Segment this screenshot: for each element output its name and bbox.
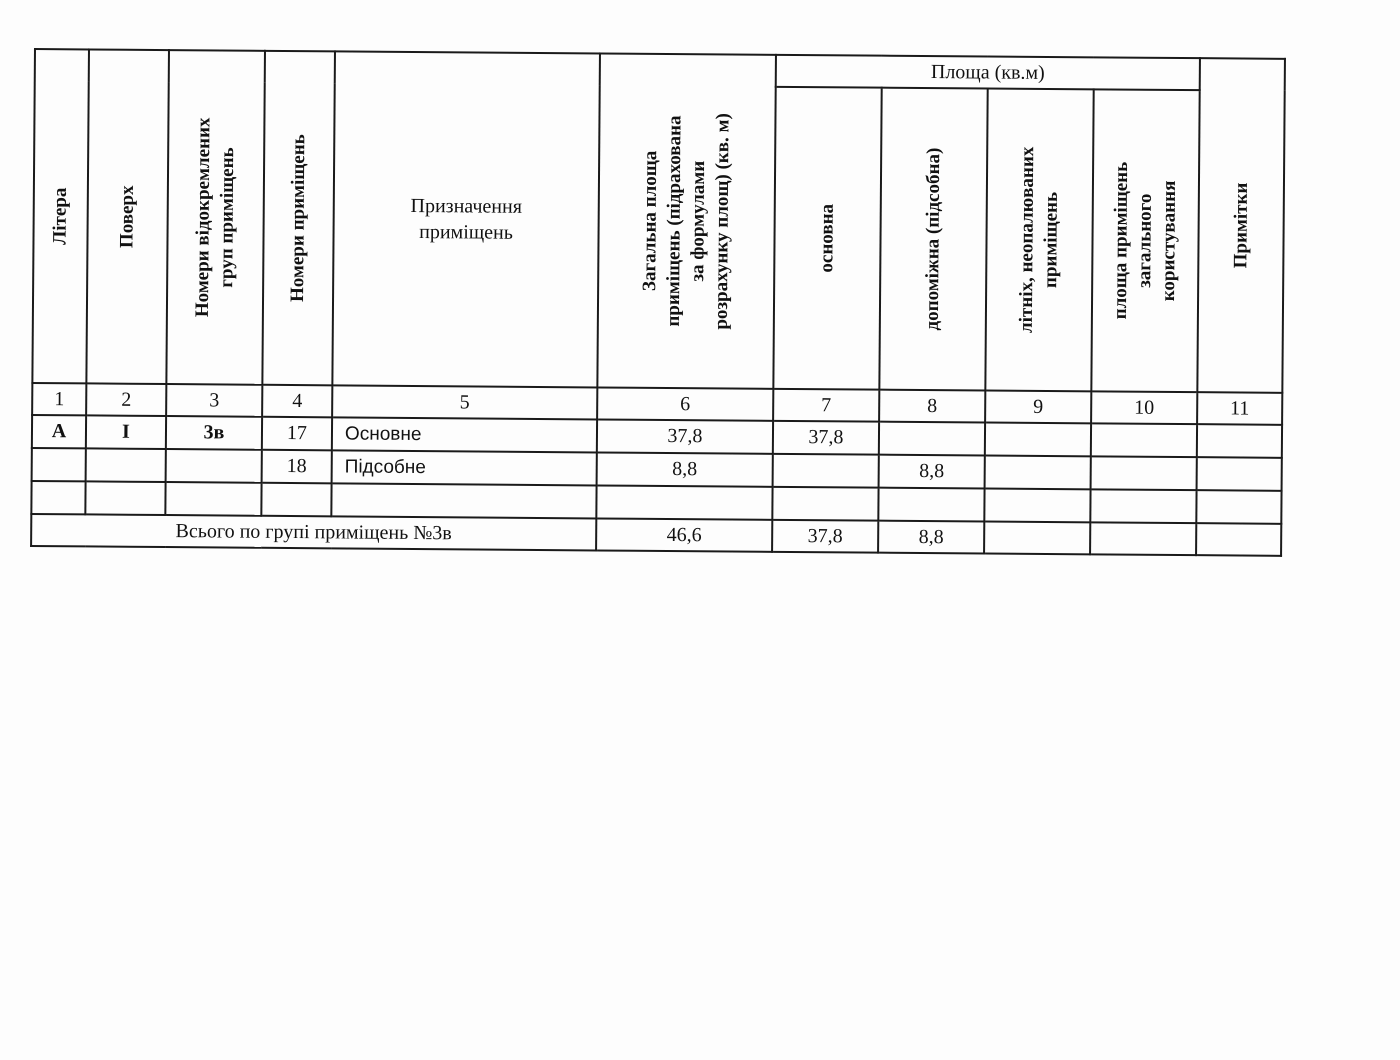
totals-main: 37,8 [772,520,878,553]
empty-cell [31,481,85,514]
cell-summer [985,422,1091,456]
room-explication-table [30,48,1286,557]
col-num-2: 2 [86,383,166,416]
totals-common [1090,522,1196,555]
header-aux-area-text: допоміжна (підсобна) [921,147,945,331]
col-num-5: 5 [332,385,597,419]
header-notes [1197,58,1285,393]
col-num-8: 8 [879,390,985,423]
totals-notes [1196,523,1281,556]
cell-floor [86,448,166,482]
header-floor [86,49,169,384]
header-common-line3: користування [1158,180,1181,302]
empty-cell [596,485,772,519]
cell-common [1091,423,1197,457]
cell-room: 17 [262,417,332,451]
header-notes-text: Примітки [1229,182,1252,269]
header-room-numbers-text: Номери приміщень [287,134,310,303]
cell-main [773,454,879,488]
header-common-area [1091,89,1199,392]
cell-summer [985,455,1091,489]
header-floor-text: Поверх [116,185,138,249]
col-num-1: 1 [32,383,86,415]
empty-cell [772,487,878,521]
col-num-4: 4 [262,385,332,418]
header-total-area-line4: розрахунку площ) (кв. м) [710,113,734,330]
header-litera [32,49,89,383]
cell-purpose: Підсобне [332,450,597,485]
col-num-3: 3 [166,384,262,417]
header-total-area [597,53,776,388]
col-num-6: 6 [597,387,773,420]
cell-purpose: Основне [332,417,597,452]
cell-notes [1197,457,1282,491]
cell-total: 8,8 [597,452,773,486]
totals-aux: 8,8 [878,521,984,554]
header-room-numbers [262,51,335,386]
col-num-10: 10 [1091,391,1197,424]
header-row-top [35,49,1285,91]
empty-cell [331,483,596,518]
empty-cell [165,482,261,516]
cell-group [166,449,262,483]
empty-cell [1090,489,1196,523]
header-summer-area [985,88,1093,391]
header-main-area [773,87,881,390]
header-purpose-line1: Призначення [410,194,523,218]
cell-total: 37,8 [597,419,773,453]
cell-floor: І [86,415,166,449]
cell-aux: 8,8 [879,455,985,489]
header-purpose-line2: приміщень [419,221,514,244]
cell-litera: А [32,415,86,448]
cell-main: 37,8 [773,421,879,455]
header-group-numbers [166,50,265,385]
header-total-area-line1: Загальна площа [639,150,662,292]
cell-group: 3в [166,416,262,450]
empty-cell [1196,490,1281,524]
header-purpose [332,51,600,387]
col-num-9: 9 [985,390,1091,423]
header-summer-line1: літніх, неопалюваних [1015,146,1039,334]
totals-total: 46,6 [596,518,772,551]
col-num-7: 7 [773,389,879,422]
header-common-line1: площа приміщень [1109,161,1133,320]
cell-litera [32,448,86,481]
header-litera-text: Літера [49,187,71,245]
col-num-11: 11 [1197,392,1282,425]
header-group-numbers-line1: Номери відокремлених [191,117,215,318]
header-group-numbers-line2: груп приміщень [216,147,239,288]
cell-aux [879,422,985,456]
header-aux-area [879,88,987,391]
totals-summer [984,521,1090,554]
header-main-area-text: основна [816,203,838,273]
cell-notes [1197,424,1282,458]
header-area-group: Площа (кв.м) [776,55,1200,90]
cell-room: 18 [262,450,332,484]
cell-common [1091,456,1197,490]
table-wrapper [30,48,1284,557]
empty-cell [85,481,165,515]
empty-cell [878,488,984,522]
header-total-area-line3: за формулами [687,160,710,282]
empty-cell [984,488,1090,522]
totals-label: Всього по групі приміщень №3в [31,514,596,550]
header-total-area-line2: приміщень (підрахована [662,115,686,327]
empty-cell [261,483,331,517]
header-common-line2: загального [1134,193,1156,288]
header-summer-line2: приміщень [1040,191,1062,289]
